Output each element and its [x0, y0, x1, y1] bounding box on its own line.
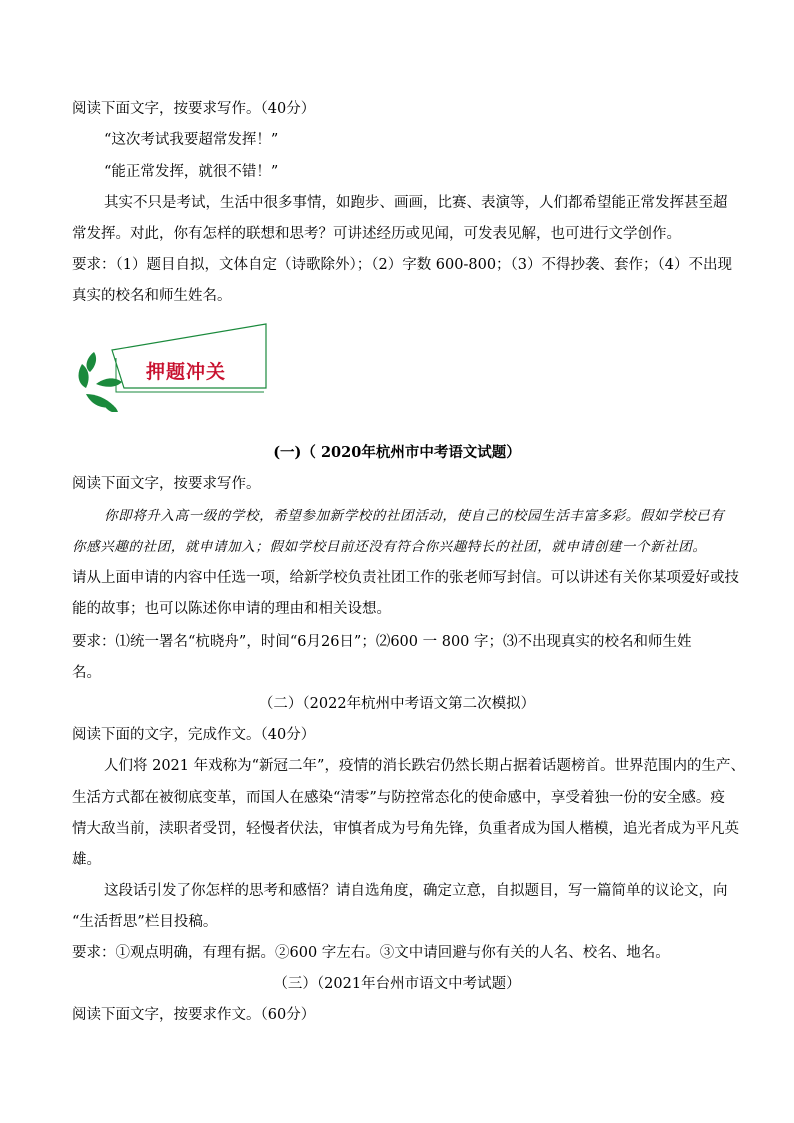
sec0-intro: 阅读下面文字，按要求写作。（40分） [72, 101, 316, 117]
sec1-intro: 阅读下面文字，按要求写作。 [72, 476, 261, 492]
sec0-para-line-2: 常发挥。对此，你有怎样的联想和思考？可讲述经历或见闻，可发表见解，也可进行文学创作。 [72, 226, 681, 242]
sec2-heading: （二）（2022年杭州中考语文第二次模拟） [258, 696, 536, 712]
sec2-para2-line-2: “生活哲思”栏目投稿。 [72, 914, 218, 930]
sec1-prompt-line-2: 你感兴趣的社团，就申请加入；假如学校目前还没有符合你兴趣特长的社团，就申请创建一个新社团。 [72, 539, 707, 555]
sec2-para1-line-4: 雄。 [72, 852, 101, 868]
sec2-para1-line-2: 生活方式都在被彻底变革，而国人在感染“清零”与防控常态化的使命感中，享受着独一份的安全感。疫 [72, 790, 725, 806]
sec1-heading: (一)（ 2020年杭州市中考语文试题） [273, 444, 521, 461]
sec1-requirement-line-2: 名。 [72, 665, 101, 681]
sec3-intro: 阅读下面文字，按要求作文。（60分） [72, 1007, 316, 1023]
sec1-body-line-2: 能的故事；也可以陈述你申请的理由和相关设想。 [72, 601, 391, 617]
sec2-para2-line-1: 这段话引发了你怎样的思考和感悟？请自选角度，确定立意，自拟题目，写一篇简单的议论文，向 [104, 883, 728, 899]
sec2-intro: 阅读下面的文字，完成作文。（40分） [72, 727, 316, 743]
sec2-requirement: 要求：①观点明确，有理有据。②600 字左右。③文中请回避与你有关的人名、校名、地名。 [72, 945, 670, 961]
sec1-prompt-line-1: 你即将升入高一级的学校，希望参加新学校的社团活动，使自己的校园生活丰富多彩。假如学校已有 [104, 508, 725, 524]
sec0-requirement-line-1: 要求：（1）题目自拟，文体自定（诗歌除外）；（2）字数 600-800；（3）不得抄袭、套作；（4）不出现 [72, 257, 733, 273]
sec0-requirement-line-2: 真实的校名和师生姓名。 [72, 288, 232, 304]
sec3-heading: （三）（2021年台州市语文中考试题） [273, 976, 521, 992]
sec0-quote-1: “这次考试我要超常发挥！” [104, 132, 279, 148]
sec2-para1-line-3: 情大敌当前，渎职者受罚，轻慢者伏法，审慎者成为号角先锋，负重者成为国人楷模，追光者成为平凡英 [72, 821, 739, 837]
sec1-requirement-line-1: 要求：⑴统一署名“杭晓舟”，时间“6月26日”；⑵600 一 800 字；⑶不出现真实的校名和师生姓 [72, 634, 692, 650]
sec0-quote-2: “能正常发挥，就很不错！” [104, 164, 279, 180]
sec1-body-line-1: 请从上面申请的内容中任选一项，给新学校负责社团工作的张老师写封信。可以讲述有关你某项爱好或技 [72, 570, 739, 586]
sec0-para-line-1: 其实不只是考试，生活中很多事情，如跑步、画画，比赛、表演等，人们都希望能正常发挥甚至超 [104, 195, 728, 211]
sec2-para1-line-1: 人们将 2021 年戏称为“新冠二年”，疫情的消长跌宕仍然长期占据着话题榜首。世界范围内的生产、 [104, 758, 745, 774]
banner-title: 押题冲关 [146, 361, 227, 383]
